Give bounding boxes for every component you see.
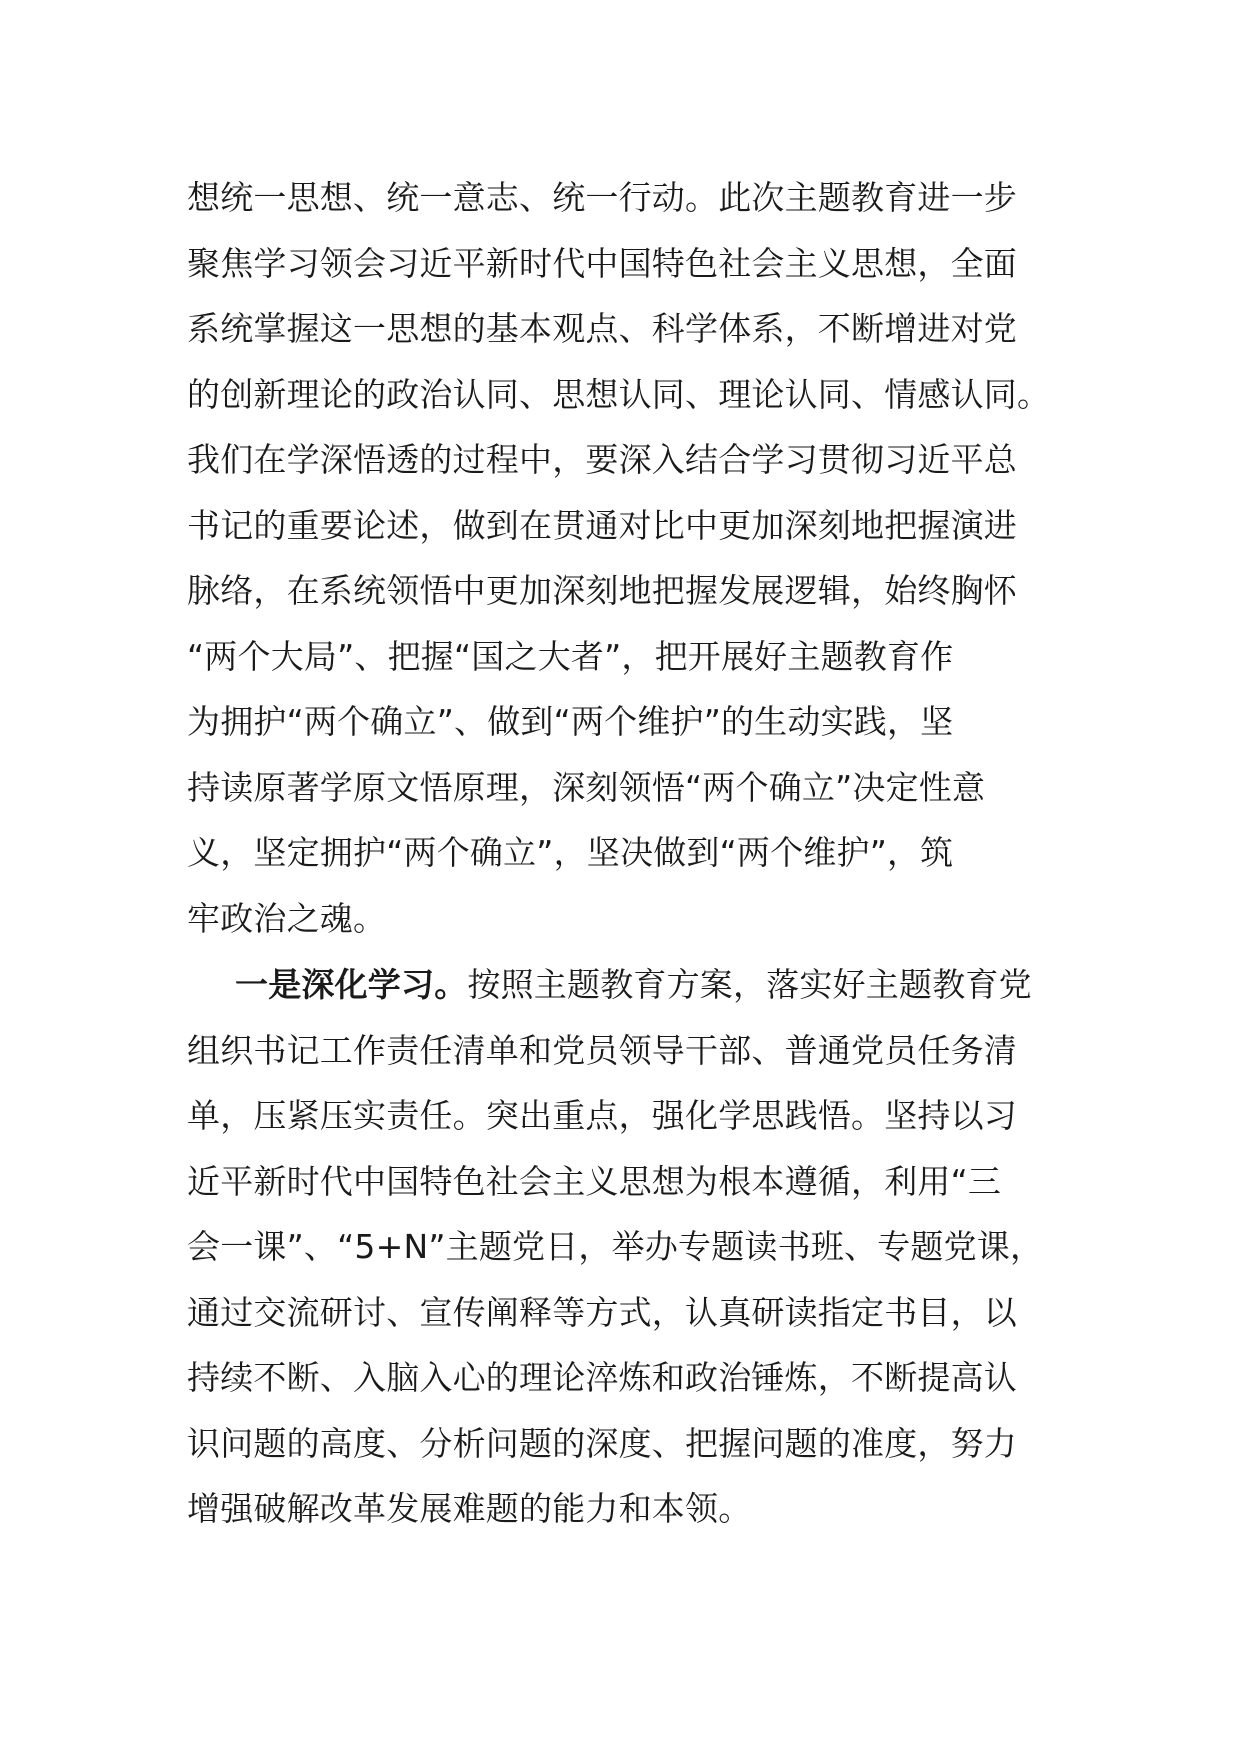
text-line: 想统一思想、统一意志、统一行动。此次主题教育进一步 <box>187 178 1017 217</box>
text-line: 通过交流研讨、宣传阐释等方式，认真研读指定书目，以 <box>187 1292 1017 1332</box>
text-line: 聚焦学习领会习近平新时代中国特色社会主义思想，全面 <box>187 243 1017 283</box>
text-line: 持续不断、入脑入心的理论淬炼和政治锤炼，不断提高认 <box>187 1358 1017 1397</box>
text-line: 书记的重要论述，做到在贯通对比中更加深刻地把握演进 <box>187 505 1017 545</box>
section-heading: 一是深化学习。 <box>235 965 468 1004</box>
paragraph-2 <box>187 952 1107 1542</box>
paragraph-1 <box>187 165 1107 951</box>
text-line: 增强破解改革发展难题的能力和本领。 <box>187 1489 752 1528</box>
text-line: 会一课”、“5+N”主题党日，举办专题读书班、专题党课， <box>187 1227 1044 1266</box>
first-line <box>187 952 1107 1018</box>
text-line: 的创新理论的政治认同、思想认同、理论认同、情感认同。 <box>187 374 1051 414</box>
text-line: 识问题的高度、分析问题的深度、把握问题的准度，努力 <box>187 1423 1017 1463</box>
text-line: 单，压紧压实责任。突出重点，强化学思践悟。坚持以习 <box>187 1096 1017 1135</box>
text-line: 义，坚定拥护“两个确立”，坚决做到“两个维护”，筑 <box>187 833 954 872</box>
text-line: 为拥护“两个确立”、做到“两个维护”的生动实践，坚 <box>187 702 954 741</box>
text-line: 牢政治之魂。 <box>187 898 387 938</box>
text-line: 系统掌握这一思想的基本观点、科学体系，不断增进对党 <box>187 309 1017 348</box>
text-line: 持读原著学原文悟原理，深刻领悟“两个确立”决定性意 <box>187 767 986 807</box>
text-line: 脉络，在系统领悟中更加深刻地把握发展逻辑，始终胸怀 <box>187 571 1017 610</box>
text-line: 我们在学深悟透的过程中，要深入结合学习贯彻习近平总 <box>187 440 1017 479</box>
text-line: “两个大局”、把握“国之大者”，把开展好主题教育作 <box>187 636 954 676</box>
text-line: 近平新时代中国特色社会主义思想为根本遵循，利用“三 <box>187 1161 1002 1201</box>
first-line-text: 按照主题教育方案，落实好主题教育党 <box>467 965 1032 1004</box>
text-line: 组织书记工作责任清单和党员领导干部、普通党员任务清 <box>187 1030 1017 1070</box>
